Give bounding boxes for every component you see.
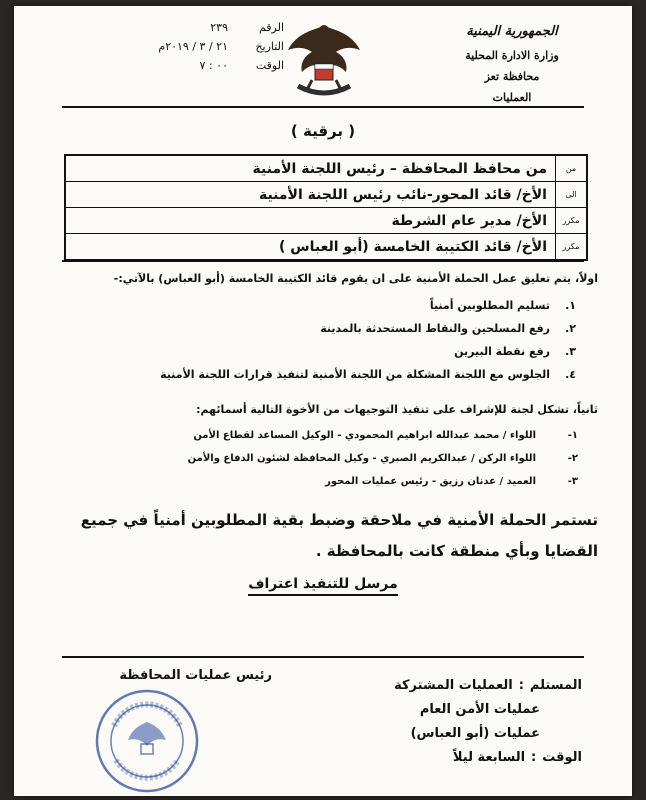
date-label: التاريخ bbox=[255, 40, 284, 53]
paragraph-second: ثانياً، تشكل لجنة للإشراف على تنفيذ التوجيهات من الأخوة التالية أسمائهم: bbox=[196, 403, 598, 416]
footer-divider bbox=[62, 656, 584, 658]
telegram-body bbox=[64, 268, 598, 567]
list-item bbox=[64, 294, 576, 317]
sent-for-execution bbox=[14, 576, 632, 592]
ministry-name: وزارة الادارة المحلية bbox=[465, 49, 559, 62]
routing-row-cc bbox=[66, 234, 586, 259]
list-item-text: تسليم المطلوبين أمنياً bbox=[429, 299, 550, 312]
member-name: العميد / عدنان رزيق - رئيس عمليات المحور bbox=[325, 476, 536, 487]
routing-label: من bbox=[555, 156, 586, 181]
number-label: الرقم bbox=[258, 21, 284, 34]
routing-row-from bbox=[66, 156, 586, 182]
routing-label: مكرر bbox=[555, 208, 586, 233]
signature-title: رئيس عمليات المحافظة bbox=[119, 668, 272, 683]
official-stamp-icon bbox=[92, 686, 202, 796]
instruction-list bbox=[64, 294, 598, 386]
committee-member bbox=[64, 424, 578, 447]
time-value: ٠٠ : ٧ bbox=[199, 59, 228, 72]
committee-member bbox=[64, 470, 578, 493]
national-emblem-icon bbox=[282, 16, 366, 106]
list-item-number: ٤. bbox=[565, 368, 576, 381]
time-label: الوقت bbox=[255, 59, 284, 72]
list-item-number: ٢. bbox=[565, 322, 576, 335]
body-divider bbox=[62, 260, 584, 262]
list-item-number: ٣. bbox=[565, 345, 576, 358]
list-item bbox=[64, 317, 576, 340]
paragraph-first: اولاً، يتم تعليق عمل الحملة الأمنية على ان يقوم قائد الكتيبة الخامسة (أبو العباس) بالآتي:- bbox=[113, 272, 598, 285]
receiver-line1: العمليات المشتركة bbox=[394, 678, 513, 693]
routing-value: من محافظ المحافظة – رئيس اللجنة الأمنية bbox=[252, 160, 547, 177]
committee-member bbox=[64, 447, 578, 470]
paragraph-third: تستمر الحملة الأمنية في ملاحقة وضبط بقية المطلوبين أمنياً في جميع القضايا وبأي منطقة كانت بالمحافظة . bbox=[80, 511, 598, 560]
receiver-time-value: السابعة ليلاً bbox=[452, 750, 526, 765]
list-item-text: رفع نقطة البيرين bbox=[454, 345, 550, 358]
sent-line: مرسل للتنفيذ اعتراف bbox=[248, 576, 398, 596]
receiver-label: المستلم bbox=[529, 678, 582, 693]
list-item-text: الجلوس مع اللجنة المشكلة من اللجنة الأمنية لتنفيذ قرارات اللجنة الأمنية bbox=[160, 368, 550, 381]
routing-value: الأخ/ قائد الكتيبة الخامسة (أبو العباس ) bbox=[279, 238, 547, 255]
list-item-number: ١. bbox=[565, 299, 576, 312]
member-number: ١- bbox=[567, 430, 578, 441]
member-name: اللواء / محمد عبدالله ابراهيم المحمودي - الوكيل المساعد لقطاع الأمن bbox=[193, 430, 536, 441]
telegram-document bbox=[14, 6, 632, 796]
routing-label: الى bbox=[555, 182, 586, 207]
issuer-header bbox=[452, 24, 572, 104]
routing-table bbox=[64, 154, 588, 261]
list-item bbox=[64, 363, 576, 386]
republic-name: الجمهورية اليمنية bbox=[466, 24, 558, 39]
routing-value: الأخ/ مدير عام الشرطة bbox=[391, 212, 547, 229]
department-name: العمليات bbox=[492, 91, 532, 104]
member-number: ٢- bbox=[567, 453, 578, 464]
receiver-line2: عمليات الأمن العام bbox=[419, 702, 540, 717]
member-number: ٣- bbox=[567, 476, 578, 487]
committee-list bbox=[64, 424, 598, 493]
document-title: ( برقية ) bbox=[290, 122, 356, 140]
list-item bbox=[64, 340, 576, 363]
list-item-text: رفع المسلحين والنقاط المستحدثة بالمدينة bbox=[320, 322, 550, 335]
reference-block bbox=[134, 18, 284, 75]
routing-row-to bbox=[66, 182, 586, 208]
date-value: ٢١ / ٣ / ٢٠١٩م bbox=[158, 40, 228, 53]
routing-row-cc bbox=[66, 208, 586, 234]
member-name: اللواء الركن / عبدالكريم الصبري - وكيل المحافظة لشئون الدفاع والأمن bbox=[187, 453, 536, 464]
receiver-block: المستلم : العمليات المشتركة عمليات الأمن العام عمليات (أبو العباس) الوقت : السابعة ليلاً bbox=[382, 674, 582, 770]
governorate-name: محافظة تعز bbox=[484, 70, 540, 83]
receiver-time-label: الوقت bbox=[542, 750, 582, 765]
routing-label: مكرر bbox=[555, 234, 586, 259]
routing-value: الأخ/ قائد المحور-نائب رئيس اللجنة الأمنية bbox=[258, 186, 547, 203]
receiver-line3: عمليات (أبو العباس) bbox=[410, 726, 540, 741]
header-divider bbox=[62, 106, 584, 108]
number-value: ٢٣٩ bbox=[210, 21, 228, 34]
